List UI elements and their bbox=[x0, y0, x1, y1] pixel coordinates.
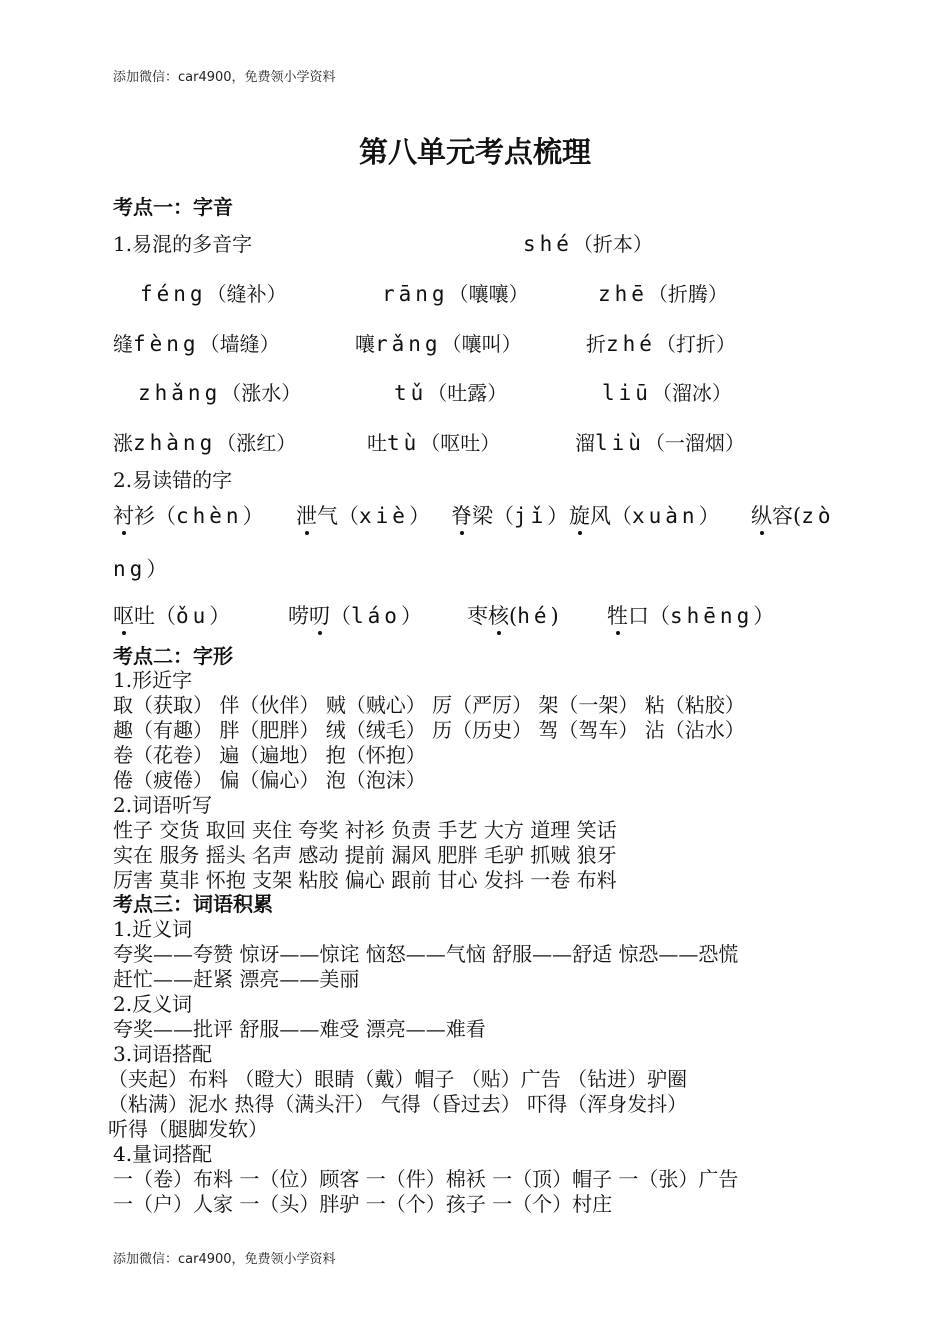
pinyin: rǎng bbox=[375, 332, 442, 356]
example-word: （嚷嚷） bbox=[448, 282, 529, 306]
entry-xuanfeng bbox=[569, 500, 720, 530]
pinyin: zhé bbox=[606, 332, 656, 356]
example-word: （涨红） bbox=[216, 431, 297, 455]
entry-outu bbox=[113, 600, 230, 630]
pinyin: zhǎng bbox=[138, 381, 222, 405]
text-line: （粘满）泥水 热得（满头汗） 气得（昏过去） 吓得（浑身发抖） bbox=[108, 1092, 688, 1116]
char: 枣 bbox=[467, 604, 488, 628]
entry-rang1 bbox=[382, 278, 529, 307]
text-line: 性子 交货 取回 夹住 夸奖 衬衫 负责 手艺 大方 道理 笑话 bbox=[113, 818, 617, 842]
text-line: 听得（腿脚发软） bbox=[108, 1117, 268, 1141]
example-word: （溜冰） bbox=[651, 381, 732, 405]
word: （ bbox=[330, 604, 351, 628]
dotted-char: 脊 bbox=[451, 504, 472, 528]
char: 吐 bbox=[367, 431, 387, 455]
pinyin: zhē bbox=[598, 282, 648, 306]
subheading-polyphonic: 1.易混的多音字 bbox=[113, 232, 253, 256]
entry-zongrong bbox=[751, 500, 835, 530]
pinyin: féng bbox=[140, 282, 207, 306]
section-heading-2: 考点二：字形 bbox=[113, 644, 233, 668]
dotted-char: 呕 bbox=[113, 604, 134, 628]
text-line: 取（获取） 伴（伙伴） 贼（贼心） 厉（严厉） 架（一架） 粘（粘胶） bbox=[113, 693, 745, 717]
entry-zaohe bbox=[467, 600, 559, 630]
word: 吐（ bbox=[134, 604, 176, 628]
entry-zongrong-cont bbox=[113, 553, 167, 583]
example-word: （缝补） bbox=[206, 282, 287, 306]
pinyin: hé bbox=[517, 604, 551, 628]
word: 风（ bbox=[590, 504, 632, 528]
page-title: 第八单元考点梳理 bbox=[358, 135, 591, 169]
pinyin: shēng bbox=[670, 604, 754, 628]
text-line: 夸奖——批评 舒服——难受 漂亮——难看 bbox=[113, 1017, 486, 1041]
entry-feng4 bbox=[113, 328, 280, 357]
example-word: （一溜烟） bbox=[644, 431, 745, 455]
char: 嚷 bbox=[355, 332, 375, 356]
dotted-char: 核 bbox=[488, 604, 509, 628]
paren: ） bbox=[547, 504, 569, 528]
pinyin: ng bbox=[113, 557, 147, 581]
entry-tu4 bbox=[367, 427, 500, 456]
text-line: 厉害 莫非 怀抱 支架 粘胶 偏心 跟前 甘心 发抖 一卷 布料 bbox=[113, 868, 617, 892]
paren: ) bbox=[550, 604, 559, 628]
subheading-measure-words: 4.量词搭配 bbox=[113, 1142, 213, 1166]
pinyin: zò bbox=[801, 504, 835, 528]
word: 口（ bbox=[628, 604, 670, 628]
entry-xieqi bbox=[296, 500, 430, 530]
dotted-char: 纵 bbox=[751, 504, 772, 528]
text-line: 一（户）人家 一（头）胖驴 一（个）孩子 一（个）村庄 bbox=[113, 1192, 613, 1216]
entry-zhe1 bbox=[598, 278, 728, 307]
subheading-misread: 2.易读错的字 bbox=[113, 468, 233, 492]
word: 容( bbox=[772, 504, 802, 528]
paren: ） bbox=[400, 604, 422, 628]
word: 梁（ bbox=[472, 504, 514, 528]
paren: ） bbox=[209, 604, 231, 628]
pinyin: shé bbox=[523, 232, 573, 256]
pinyin: tù bbox=[387, 431, 421, 455]
text-line: 夸奖——夸赞 惊讶——惊诧 恼怒——气恼 舒服——舒适 惊恐——恐慌 bbox=[113, 942, 739, 966]
pinyin: chèn bbox=[176, 504, 243, 528]
text-line: 赶忙——赶紧 漂亮——美丽 bbox=[113, 967, 360, 991]
section-heading-1: 考点一：字音 bbox=[113, 195, 233, 219]
text-line: （夹起）布料 （瞪大）眼睛（戴）帽子 （贴）广告 （钻进）驴圈 bbox=[108, 1067, 688, 1091]
entry-tu3 bbox=[394, 377, 507, 406]
page-footer: 添加微信：car4900，免费领小学资料 bbox=[113, 1252, 336, 1267]
dotted-char: 旋 bbox=[569, 504, 590, 528]
example-word: （嚷叫） bbox=[441, 332, 522, 356]
subheading-dictation: 2.词语听写 bbox=[113, 793, 213, 817]
example-word: （墙缝） bbox=[199, 332, 280, 356]
text-line: 一（卷）布料 一（位）顾客 一（件）棉袄 一（顶）帽子 一（张）广告 bbox=[113, 1167, 739, 1191]
pinyin: tǔ bbox=[394, 381, 428, 405]
entry-liu4 bbox=[575, 427, 745, 456]
pinyin: jǐ bbox=[514, 504, 548, 528]
word: ( bbox=[509, 604, 518, 628]
paren: ） bbox=[753, 604, 775, 628]
dotted-char: 泄 bbox=[296, 504, 317, 528]
page-header: 添加微信：car4900，免费领小学资料 bbox=[113, 70, 336, 85]
entry-zhe2 bbox=[586, 328, 736, 357]
dotted-char: 牲 bbox=[607, 604, 628, 628]
entry-shengkou bbox=[607, 600, 774, 630]
pinyin: fèng bbox=[133, 332, 200, 356]
subheading-similar-chars: 1.形近字 bbox=[113, 668, 193, 692]
dotted-char: 衬 bbox=[113, 504, 134, 528]
pinyin: ǒu bbox=[176, 604, 210, 628]
pinyin: láo bbox=[351, 604, 401, 628]
entry-feng2 bbox=[140, 278, 287, 307]
example-word: （打折） bbox=[655, 332, 736, 356]
entry-zhang3 bbox=[138, 377, 301, 406]
example-word: （折本） bbox=[572, 232, 653, 256]
text-line: 倦（疲倦） 偏（偏心） 泡（泡沫） bbox=[113, 768, 426, 792]
word: 衫（ bbox=[134, 504, 176, 528]
char: 溜 bbox=[575, 431, 595, 455]
char: 折 bbox=[586, 332, 606, 356]
char: 唠 bbox=[288, 604, 309, 628]
section-heading-3: 考点三：词语积累 bbox=[113, 892, 273, 916]
entry-laodao bbox=[288, 600, 422, 630]
entry-chenshan bbox=[113, 500, 264, 530]
subheading-antonyms: 2.反义词 bbox=[113, 992, 193, 1016]
example-word: （吐露） bbox=[427, 381, 508, 405]
pinyin: zhàng bbox=[133, 431, 217, 455]
paren: ） bbox=[408, 504, 430, 528]
entry-liu1 bbox=[602, 377, 732, 406]
pinyin: xiè bbox=[359, 504, 409, 528]
text-line: 实在 服务 摇头 名声 感动 提前 漏风 肥胖 毛驴 抓贼 狼牙 bbox=[113, 843, 617, 867]
dotted-char: 叨 bbox=[309, 604, 330, 628]
text-line: 卷（花卷） 遍（遍地） 抱（怀抱） bbox=[113, 743, 426, 767]
entry-jiliang bbox=[451, 500, 568, 530]
char: 缝 bbox=[113, 332, 133, 356]
example-word: （折腾） bbox=[647, 282, 728, 306]
pinyin: liū bbox=[602, 381, 652, 405]
entry-she bbox=[523, 228, 653, 257]
subheading-collocations: 3.词语搭配 bbox=[113, 1042, 213, 1066]
subheading-synonyms: 1.近义词 bbox=[113, 917, 193, 941]
word: 气（ bbox=[317, 504, 359, 528]
pinyin: rāng bbox=[382, 282, 449, 306]
example-word: （涨水） bbox=[221, 381, 302, 405]
paren: ） bbox=[698, 504, 720, 528]
paren: ） bbox=[242, 504, 264, 528]
pinyin: xuàn bbox=[632, 504, 699, 528]
entry-rang3 bbox=[355, 328, 522, 357]
entry-zhang4 bbox=[113, 427, 296, 456]
text-line: 趣（有趣） 胖（肥胖） 绒（绒毛） 历（历史） 驾（驾车） 沾（沾水） bbox=[113, 718, 745, 742]
example-word: （呕吐） bbox=[420, 431, 501, 455]
pinyin: liù bbox=[595, 431, 645, 455]
char: 涨 bbox=[113, 431, 133, 455]
paren: ） bbox=[146, 557, 168, 581]
